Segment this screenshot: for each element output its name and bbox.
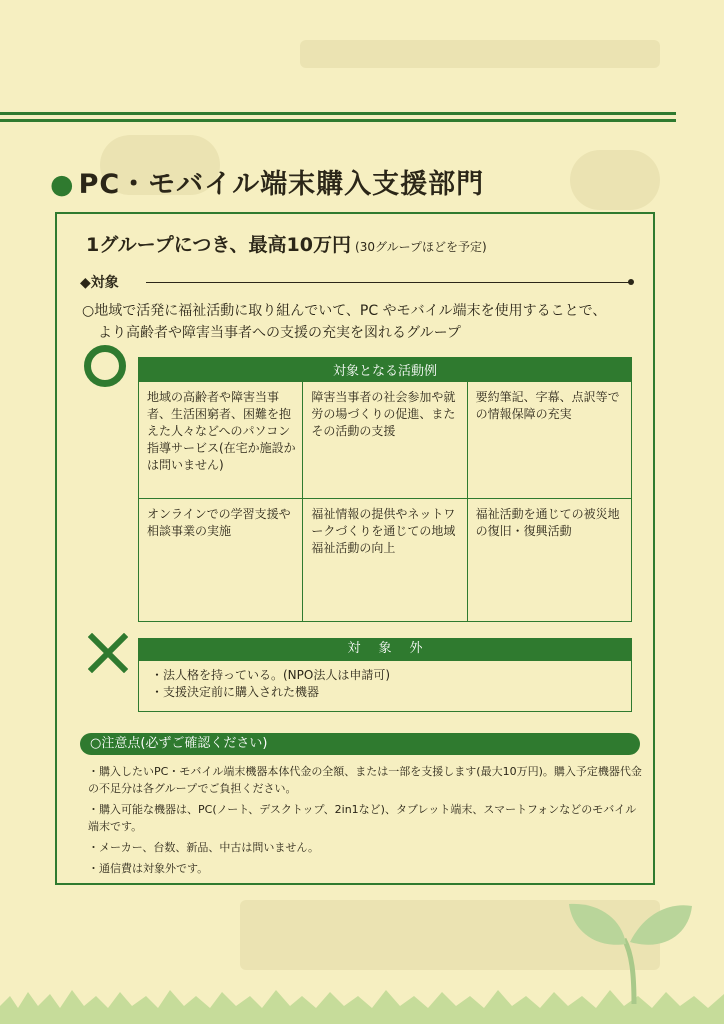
table-row [139, 381, 632, 499]
activity-cell: 地域の高齢者や障害当事者、生活困窮者、困難を抱えた人々などへのパソコン指導サービス(在宅か施設かは問いません) [139, 381, 303, 499]
activity-cell: 福祉情報の提供やネットワークづくりを通じての地域福祉活動の向上 [303, 499, 467, 622]
eligible-circle-icon [84, 345, 126, 387]
target-desc-line1: ○地域で活発に福祉活動に取り組んでいて、PC やモバイル端末を使用することで、 [82, 303, 607, 319]
page-title [50, 162, 484, 201]
notes-header: ○注意点(必ずご確認ください) [80, 733, 640, 755]
title-bullet: ● [50, 169, 75, 200]
sprout-icon [564, 894, 694, 1004]
title-text: PC・モバイル端末購入支援部門 [78, 169, 485, 200]
top-rule-2 [0, 119, 676, 122]
target-desc-line2: より高齢者や障害当事者への支援の充実を図れるグループ [98, 325, 461, 341]
activity-cell: 福祉活動を通じての被災地の復旧・復興活動 [467, 499, 631, 622]
exclusions-header: 対象外 [138, 638, 632, 660]
top-rule-1 [0, 112, 676, 115]
note-item: ・購入可能な機器は、PC(ノート、デスクトップ、2in1など)、タブレット端末、スマートフォンなどのモバイル端末です。 [88, 803, 637, 833]
activity-cell: 要約筆記、字幕、点訳等での情報保障の充実 [467, 381, 631, 499]
target-label: ◆対象 [80, 275, 119, 291]
headline-sub: (30グループほどを予定) [355, 240, 487, 254]
ghost-block-right [570, 150, 660, 210]
note-item: ・通信費は対象外です。 [88, 862, 209, 875]
activities-header: 対象となる活動例 [139, 358, 632, 382]
activities-table [138, 357, 632, 622]
target-description [82, 300, 662, 344]
note-item: ・メーカー、台数、新品、中古は問いません。 [88, 841, 319, 854]
activity-cell: オンラインでの学習支援や相談事業の実施 [139, 499, 303, 622]
table-row [139, 499, 632, 622]
note-item: ・購入したいPC・モバイル端末機器本体代金の全額、または一部を支援します(最大10万円)。購入予定機器代金の不足分は各グループでご負担ください。 [88, 765, 642, 795]
exclusion-item: ・法人格を持っている。(NPO法人は申請可) [151, 668, 391, 682]
exclusion-item: ・支援決定前に購入された機器 [151, 685, 320, 699]
target-divider [146, 282, 631, 283]
headline-main: 1グループにつき、最高10万円 [86, 234, 352, 256]
activity-cell: 障害当事者の社会参加や就労の場づくりの促進、またその活動の支援 [303, 381, 467, 499]
headline [86, 230, 487, 257]
target-divider-dot [628, 279, 634, 285]
exclusions-box [138, 660, 632, 712]
excluded-cross-icon [88, 633, 128, 673]
notes-list [88, 763, 643, 881]
ghost-block-top [300, 40, 660, 68]
